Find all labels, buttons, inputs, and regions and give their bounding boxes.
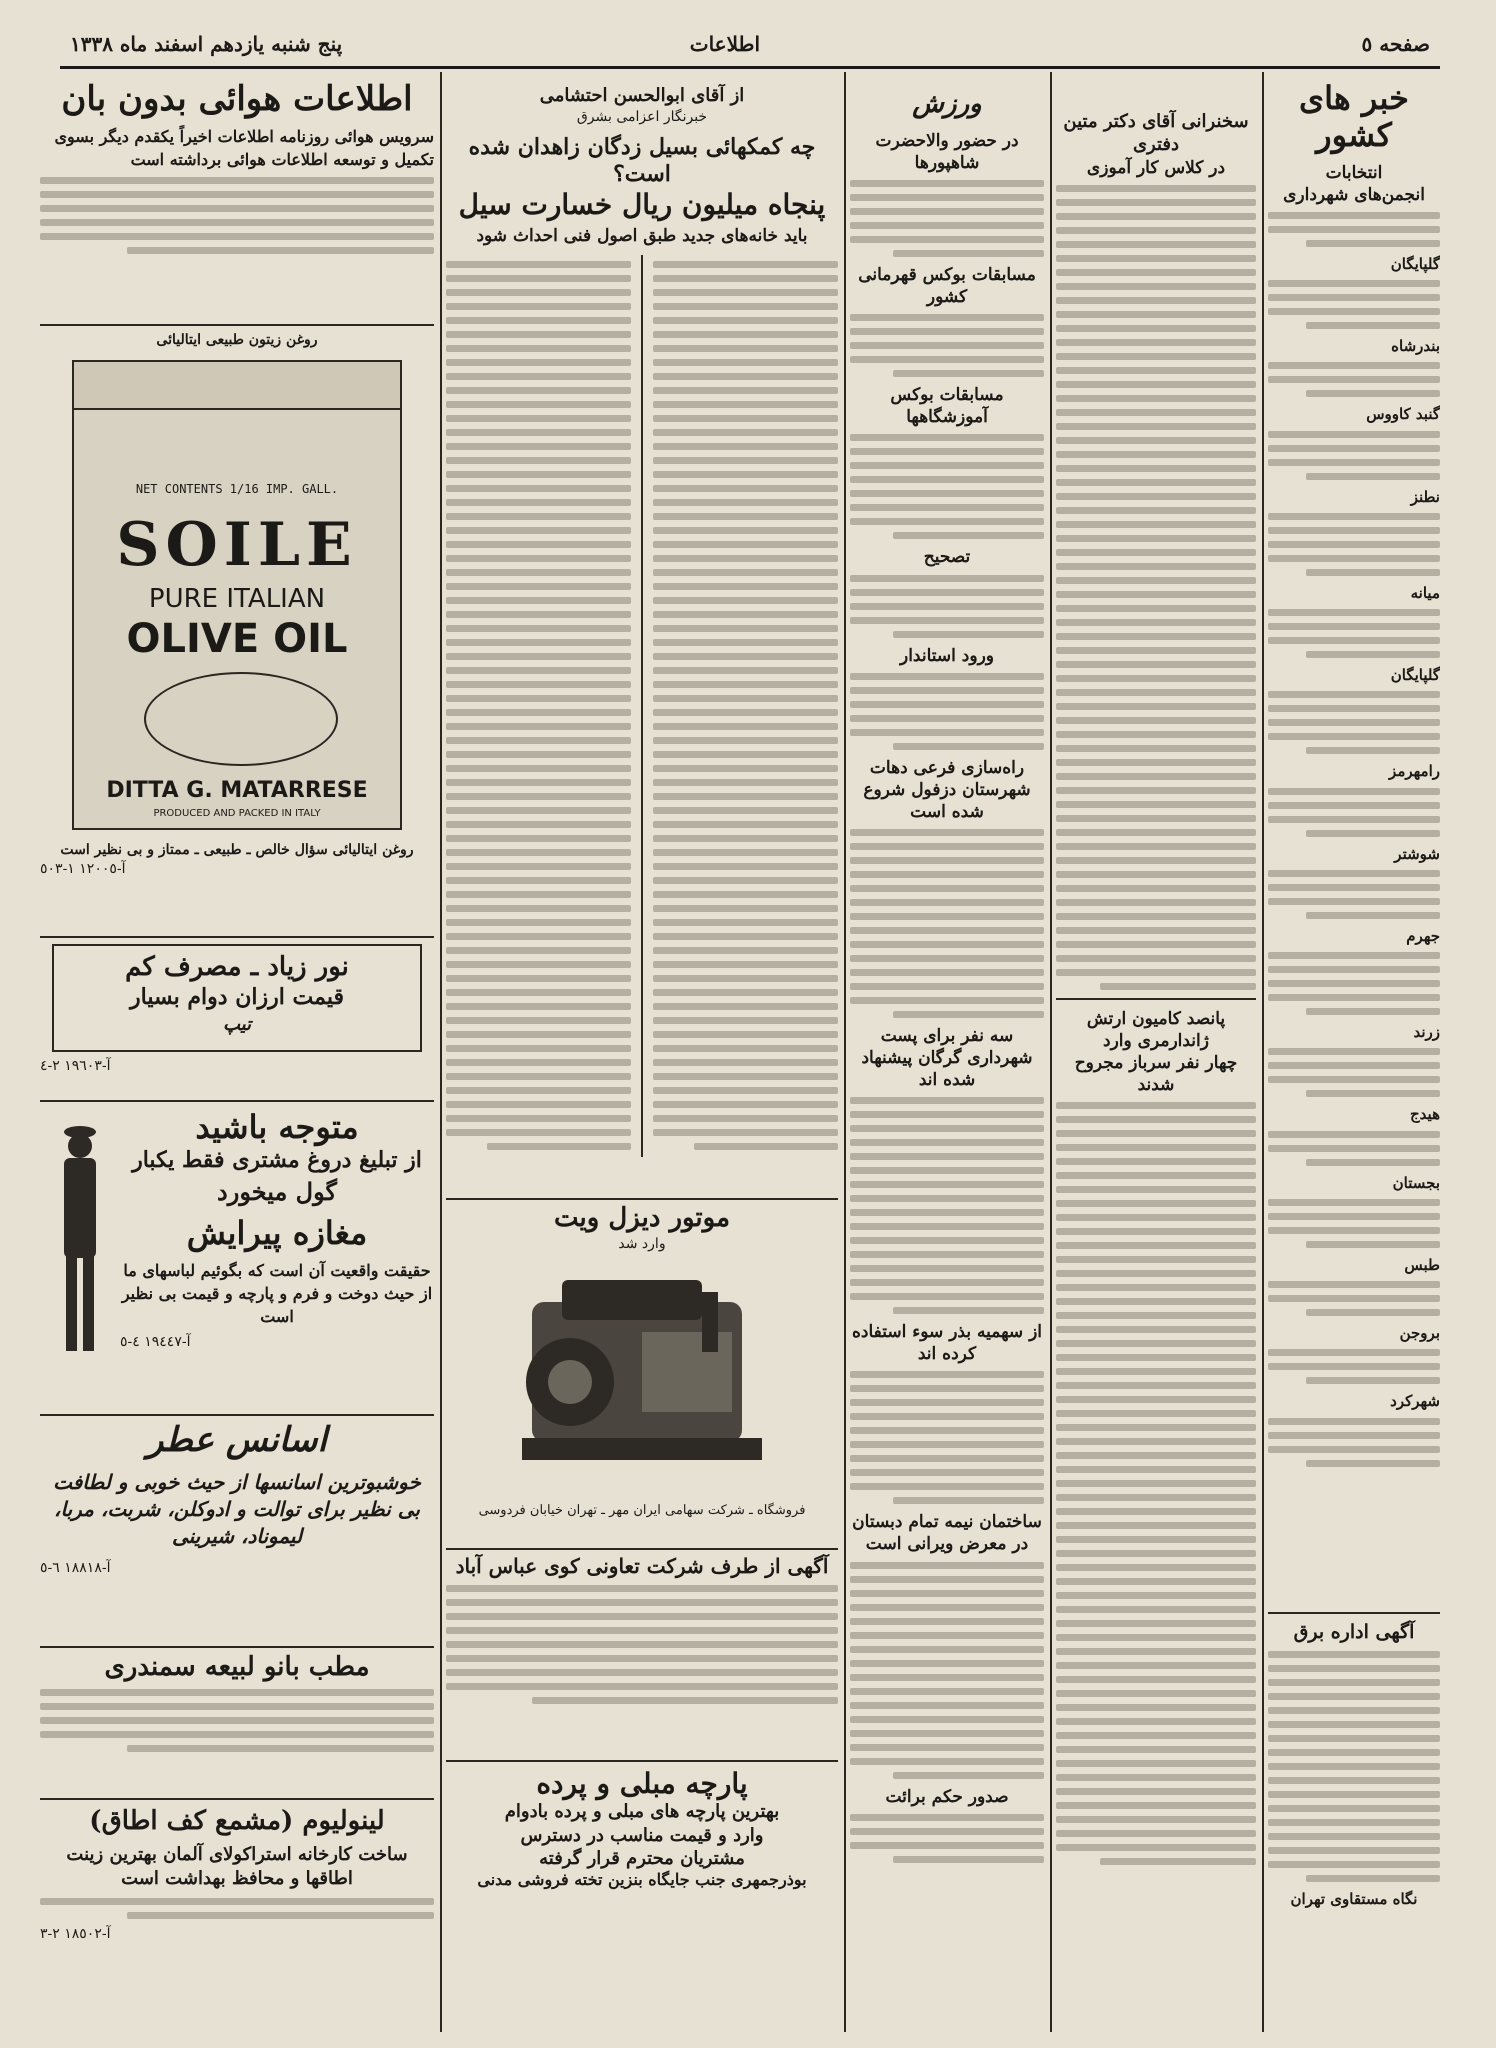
- sports-title: ورزش: [912, 90, 982, 119]
- country-news-title: خبر های کشور: [1299, 80, 1409, 154]
- boxing-headline: مسابقات بوکس قهرمانی کشور: [858, 265, 1036, 308]
- header-rule: [60, 66, 1440, 69]
- engine-illustration: [492, 1262, 792, 1502]
- olive-oil-ad-bottom: روغن ایتالیائی سؤال خالص ـ طبیعی ـ ممتاز و بی نظیر است: [60, 842, 414, 859]
- town-name: گنبد کاووس: [1366, 405, 1440, 424]
- ad-code: آ-١٩٦٠٣ ٢-٤: [40, 1058, 111, 1074]
- perfume-ad: [40, 1420, 434, 1640]
- notice-footer: نگاه مستقاوی تهران: [1290, 1889, 1418, 1908]
- town-name: بندرشاه: [1391, 337, 1440, 356]
- town-name: بروجن: [1399, 1324, 1440, 1343]
- air-news-title: اطلاعات هوائی بدون بان: [61, 80, 413, 119]
- abbasabad-notice: [446, 1554, 838, 1754]
- section-rule: [446, 1548, 838, 1550]
- can-maker: DITTA G. MATARRESE: [106, 778, 368, 804]
- section-rule: [40, 1414, 434, 1416]
- section-rule: [40, 936, 434, 938]
- lecture-title: سخنرانی آقای دکتر متین دفتری: [1063, 111, 1249, 156]
- linoleum-ad-title: لینولیوم (مشمع کف اطاق): [89, 1806, 385, 1836]
- dezful-roads-headline: راه‌سازی فرعی دهات شهرستان دزفول شروع شده است: [863, 757, 1031, 822]
- care-ad-line1: از تبلیغ دروغ مشتری فقط یکبار: [132, 1147, 422, 1174]
- care-ad-title: متوجه باشید: [195, 1108, 359, 1146]
- lecture-subtitle: در کلاس کار آموزی: [1086, 157, 1226, 178]
- perfume-ad-text: خوشبوترین اسانسها از حیث خوبی و لطافت بی نظیر برای توالت و ادوکلن، شربت، مربا، لیموناد، شیرینی: [53, 1469, 421, 1548]
- column-divider: [844, 72, 846, 2032]
- perfume-ad-title: اسانس عطر: [147, 1420, 327, 1460]
- fabric-ad: [446, 1768, 838, 1998]
- clinic-ad: [40, 1652, 434, 1792]
- school-building-headline: ساختمان نیمه تمام دبستان در معرض ویرانی است: [852, 1512, 1042, 1555]
- town-name: میانه: [1410, 583, 1440, 602]
- newspaper-name: اطلاعات: [689, 32, 760, 56]
- tip-lamp-ad: [40, 944, 434, 1094]
- electricity-notice-title: آگهی اداره برق: [1293, 1621, 1415, 1643]
- town-name: هیدج: [1410, 1105, 1440, 1124]
- ad-code: آ-١٨٥٠٢ ٢-٣: [40, 1925, 111, 1942]
- tip-lamp-frame: [52, 944, 422, 1052]
- column-divider: [440, 72, 442, 2032]
- fabric-ad-line: بهترین پارچه های مبلی و پرده بادوام: [504, 1801, 780, 1823]
- column-divider: [1262, 72, 1264, 2032]
- tip-ad-brand: تیپ: [222, 1013, 252, 1035]
- tip-ad-title: نور زیاد ـ مصرف کم: [125, 952, 349, 982]
- flood-question-headline: چه کمکهائی بسیل زدگان زاهدان شده است؟: [468, 133, 816, 188]
- clinic-ad-title: مطب بانو لبیعه سمندری: [104, 1652, 370, 1682]
- olive-branch-icon: [144, 672, 338, 766]
- section-rule: [40, 1798, 434, 1800]
- town-name: نطنز: [1410, 487, 1440, 506]
- gorgan-mayor-headline: سه نفر برای پست شهرداری گرگان پیشنهاد شده اند: [861, 1025, 1033, 1091]
- councils-subtitle: انجمن‌های شهرداری: [1283, 184, 1425, 205]
- tip-ad-subtitle: قیمت ارزان دوام بسیار: [130, 984, 344, 1011]
- sports-headline: در حضور والاحضرت شاهپورها: [875, 130, 1019, 173]
- town-name: شوشتر: [1394, 844, 1440, 863]
- linoleum-ad: [40, 1806, 434, 2000]
- care-ad-line2: گول میخورد: [217, 1177, 337, 1207]
- can-brand: SOILE: [116, 510, 358, 581]
- diesel-ad-title: موتور دیزل ویت: [553, 1204, 731, 1233]
- man-figure-picture: [50, 1118, 110, 1358]
- report-byline: خبرنگار اعزامی بشرق: [576, 109, 708, 126]
- section-rule: [446, 1760, 838, 1762]
- section-rule: [1268, 1612, 1440, 1614]
- section-rule: [40, 1100, 434, 1102]
- care-ad-text: حقیقت واقعیت آن است که بگوئیم لباسهای ما از حیث دوخت و فرم و پارچه و قیمت بی نظیر است: [121, 1260, 433, 1327]
- electricity-notice: [1268, 1620, 1440, 2000]
- column-divider: [1050, 72, 1052, 2032]
- governor-headline: ورود استاندار: [900, 645, 994, 666]
- page-header: [60, 28, 1440, 64]
- abbasabad-notice-title: آگهی از طرف شرکت تعاونی کوی عباس آباد: [455, 1554, 829, 1578]
- page-number: صفحه ٥: [1361, 32, 1430, 56]
- can-contents: NET CONTENTS 1/16 IMP. GALL.: [135, 482, 339, 497]
- town-name: رامهرمز: [1389, 762, 1440, 781]
- olive-oil-ad: [40, 330, 434, 930]
- army-title: پانصد کامیون ارتش ژاندارمری وارد: [1086, 1008, 1226, 1051]
- section-rule: [40, 1646, 434, 1648]
- column-sports: [850, 90, 1044, 2000]
- school-boxing-headline: مسابقات بوکس آموزشگاهها: [890, 385, 1004, 428]
- issue-date: پنج شنبه یازدهم اسفند ماه ۱۳۳۸: [70, 32, 343, 56]
- fabric-ad-line: وارد و قیمت مناسب در دسترس: [520, 1824, 764, 1846]
- town-name: گلپایگان: [1390, 666, 1440, 685]
- column-zahedan-flood: [446, 84, 838, 1194]
- town-name: جهرم: [1406, 926, 1440, 945]
- article-body: [1268, 212, 1440, 247]
- diesel-engine-ad: [446, 1204, 838, 1544]
- acquittal-headline: صدور حکم برائت: [885, 1786, 1009, 1807]
- report-kicker: از آقای ابوالحسن احتشامی: [539, 85, 745, 106]
- section-rule: [446, 1198, 838, 1200]
- town-name: زرند: [1413, 1023, 1440, 1042]
- elections-subtitle: انتخابات: [1325, 162, 1383, 183]
- diesel-ad-caption: فروشگاه ـ شرکت سهامی ایران مهر ـ تهران خیابان فردوسی: [478, 1503, 806, 1519]
- flood-main-headline: پنجاه میلیون ریال خسارت سیل: [458, 187, 826, 221]
- section-rule: [40, 324, 434, 326]
- linoleum-ad-text: ساخت کارخانه استراکولای آلمان بهترین زینت اطاقها و محافظ بهداشت است: [66, 1844, 408, 1890]
- man-figure-illustration: [50, 1118, 110, 1358]
- pirayesh-shop-ad: [40, 1108, 434, 1408]
- can-lid: [74, 362, 400, 410]
- can-line1: PURE ITALIAN: [148, 584, 326, 615]
- town-name: گلپایگان: [1390, 254, 1440, 273]
- fabric-ad-line: بوذرجمهری جنب جایگاه بنزین تخته فروشی مدنی: [477, 1870, 807, 1890]
- flood-subheadline: باید خانه‌های جدید طبق اصول فنی احداث شود: [476, 225, 808, 246]
- diesel-ad-subtitle: وارد شد: [618, 1235, 666, 1252]
- can-line2: OLIVE OIL: [126, 616, 348, 663]
- ad-code: آ-١٨٨١٨ ٦-٥: [40, 1559, 111, 1576]
- fabric-ad-title: پارچه مبلی و پرده: [536, 1768, 748, 1800]
- section-rule: [1056, 998, 1256, 1000]
- town-name: شهرکرد: [1390, 1392, 1440, 1411]
- diesel-engine-picture: [492, 1262, 792, 1502]
- flood-article-body: [446, 255, 838, 1157]
- ad-code: آ-١٩٤٤٧ ٤-٥: [120, 1334, 191, 1351]
- correction-headline: تصحیح: [923, 547, 971, 568]
- olive-oil-ad-top: روغن زیتون طبیعی ایتالیائی: [156, 332, 318, 348]
- care-ad-shop: مغازه پیرایش: [186, 1214, 368, 1253]
- fabric-ad-line: مشتریان محترم قرار گرفته: [539, 1847, 745, 1869]
- olive-oil-can: [72, 360, 402, 830]
- air-news-lead: سرویس هوائی روزنامه اطلاعات اخیراً یکقدم دیگر بسوی تکمیل و توسعه اطلاعات هوائی برداشته است: [54, 127, 434, 170]
- army-subtitle: چهار نفر سرباز مجروح شدند: [1074, 1053, 1238, 1096]
- ad-code: آ-١٢٠٠٥ ١-٥٠٣: [40, 860, 126, 877]
- column-lecture: [1056, 110, 1256, 2000]
- can-made-in: PRODUCED AND PACKED IN ITALY: [153, 808, 321, 820]
- air-news-box: [40, 80, 434, 320]
- town-name: بجستان: [1392, 1173, 1440, 1192]
- seed-quota-headline: از سهمیه بذر سوء استفاده کرده اند: [852, 1322, 1042, 1365]
- town-name: طبس: [1404, 1255, 1440, 1274]
